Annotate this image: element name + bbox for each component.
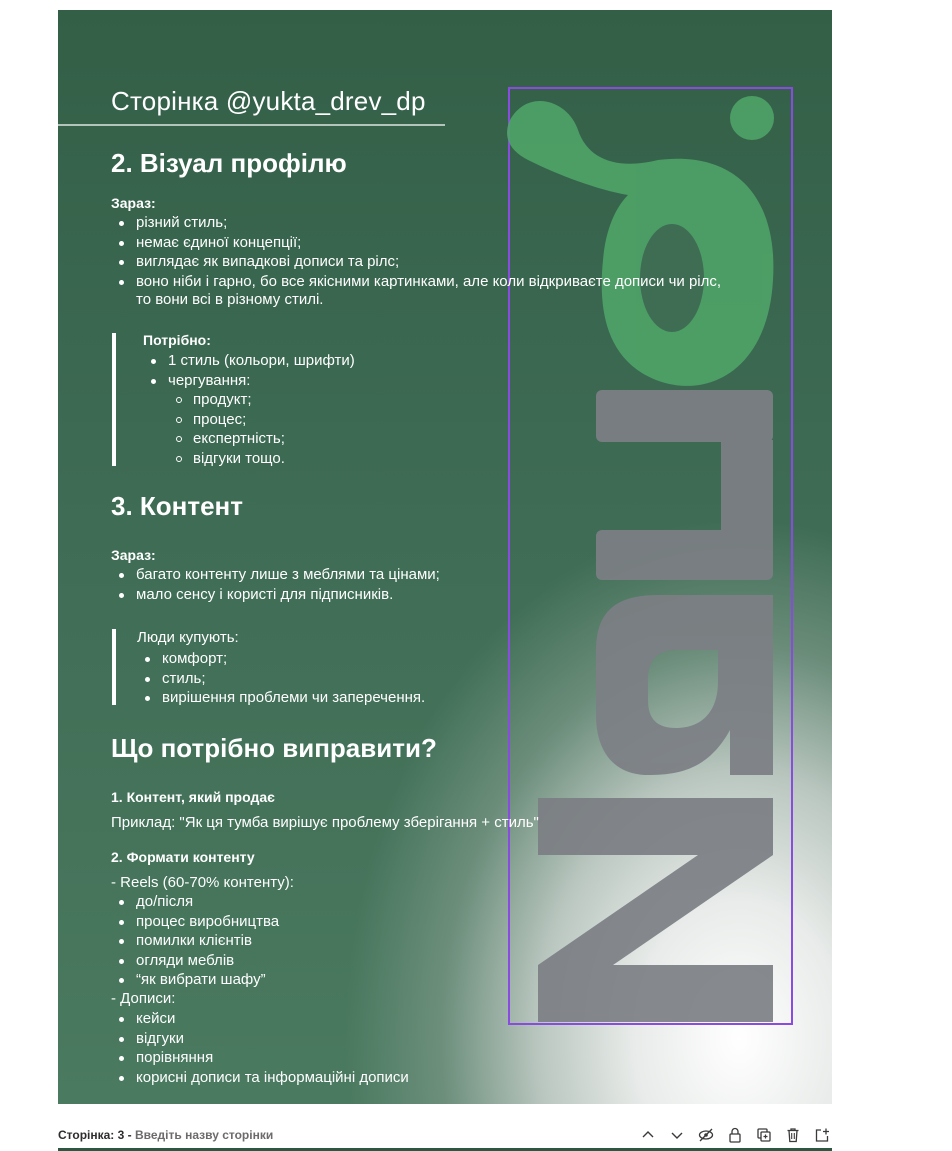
logo-letter-h-join [721,440,773,535]
page-number-label [58,1128,273,1142]
fix-item-1-title[interactable]: 1. Контент, який продає [111,789,275,805]
page-name-input[interactable]: Введіть назву сторінки [134,1128,274,1142]
section-2-heading[interactable]: 2. Візуал профілю [111,148,347,178]
alternation-list[interactable] [168,390,285,468]
list-item: різний стиль; [111,213,721,233]
need-label[interactable]: Потрібно: [143,332,211,348]
fix-item-2-title[interactable]: 2. Формати контенту [111,849,255,865]
page-actions [638,1125,832,1145]
chevron-up-icon[interactable] [638,1125,658,1145]
page-title[interactable]: Сторінка @yukta_drev_dp [111,86,426,116]
section-3-now-label[interactable]: Зараз: [111,547,156,563]
posts-list[interactable] [111,1009,409,1087]
list-item: порівняння [111,1048,409,1068]
list-item: багато контенту лише з меблями та цінами; [111,565,440,585]
section-3-now-list[interactable] [111,565,440,604]
list-item: немає єдиної концепції; [111,233,721,253]
list-item: корисні дописи та інформаційні дописи [111,1068,409,1088]
section-3-heading[interactable]: 3. Контент [111,491,243,521]
page-bar [58,1120,832,1148]
logo-letter-n [538,798,773,1022]
previous-page-bar-fragment [58,0,832,10]
list-item: відгуки [111,1029,409,1049]
add-page-icon[interactable] [812,1125,832,1145]
people-list[interactable] [137,649,425,708]
list-item: помилки клієнтів [111,931,279,951]
list-item: стиль; [137,669,425,689]
duplicate-icon[interactable] [754,1125,774,1145]
list-item: мало сенсу і користі для підписників. [111,585,440,605]
need-list[interactable] [143,351,355,390]
list-item: чергування: [143,371,355,391]
fix-heading[interactable]: Що потрібно виправити? [111,733,437,763]
title-underline [58,124,445,126]
list-item: виглядає як випадкові дописи та рілс; [111,252,721,272]
logo-letters [538,390,773,1022]
list-item: до/після [111,892,279,912]
logo-letter-h-stem-2 [596,530,773,580]
list-item: комфорт; [137,649,425,669]
list-item: 1 стиль (кольори, шрифти) [143,351,355,371]
reels-list[interactable] [111,892,279,990]
section-2-now-label[interactable]: Зараз: [111,195,156,211]
design-page-canvas[interactable] [58,10,832,1104]
section-2-now-continuation: то вони всі в різному стилі. [136,291,324,308]
need-quote-bar [112,333,116,466]
list-item: процес; [168,410,285,430]
trash-icon[interactable] [783,1125,803,1145]
fix-item-1-example[interactable]: Приклад: "Як ця тумба вирішує проблему зберігання + стиль" [111,814,539,831]
people-quote-bar [112,629,116,705]
list-item: відгуки тощо. [168,449,285,469]
lock-icon[interactable] [725,1125,745,1145]
list-item: продукт; [168,390,285,410]
logo-letter-h-stem-1 [596,390,773,442]
section-2-now-list[interactable] [111,213,721,291]
people-label[interactable]: Люди купують: [137,629,239,646]
list-item: “як вибрати шафу” [111,970,279,990]
logo-dot [730,96,774,140]
page-number: Сторінка: 3 - [58,1128,132,1142]
eye-off-icon[interactable] [696,1125,716,1145]
logo-letter-a [596,595,773,775]
chevron-down-icon[interactable] [667,1125,687,1145]
list-item: огляди меблів [111,951,279,971]
posts-label[interactable]: - Дописи: [111,990,176,1007]
list-item: воно ніби і гарно, бо все якісними картинками, але коли відкриваєте дописи чи рілс, [111,272,721,292]
list-item: експертність; [168,429,285,449]
reels-label[interactable]: - Reels (60-70% контенту): [111,874,294,891]
list-item: вирішення проблеми чи заперечення. [137,688,425,708]
list-item: кейси [111,1009,409,1029]
list-item: процес виробництва [111,912,279,932]
